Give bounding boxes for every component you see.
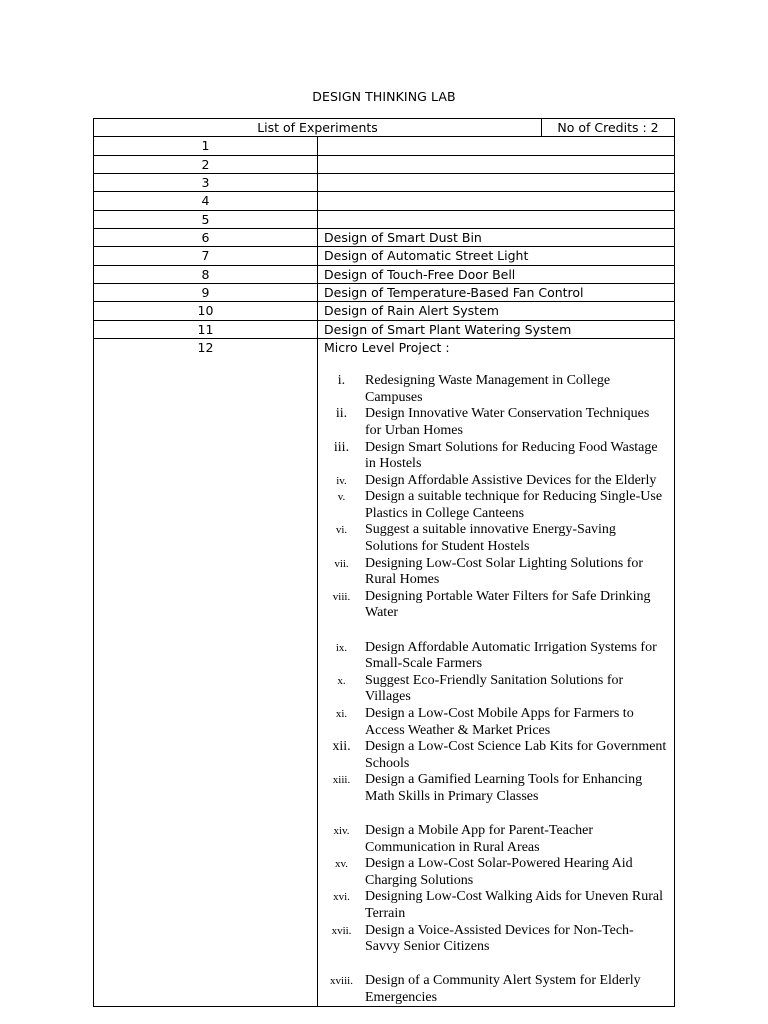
experiment-row [94, 229, 675, 247]
item-number: xiv. [333, 824, 350, 837]
item-number: xii. [332, 739, 351, 755]
item-text: Design a Low-Cost Science Lab Kits for Government Schools [365, 739, 667, 771]
experiment-row [94, 192, 675, 210]
item-text: Design a Low-Cost Mobile Apps for Farmers to Access Weather & Market Prices [365, 705, 634, 738]
experiment-number: 6 [94, 229, 318, 247]
experiment-title [318, 137, 675, 155]
item-text: Design Affordable Assistive Devices for the Elderly [365, 472, 657, 488]
item-text: Design a suitable technique for Reducing Single-Use Plastics in College Canteens [365, 489, 663, 521]
item-number: xviii. [330, 975, 353, 988]
list-of-experiments-header: List of Experiments [94, 119, 542, 137]
experiment-number: 2 [94, 155, 318, 173]
item-number: xv. [334, 858, 349, 871]
item-text: Design Innovative Water Conservation Techniques for Urban Homes [365, 406, 650, 438]
experiment-number: 4 [94, 192, 318, 210]
experiment-number: 3 [94, 174, 318, 192]
item-number: i. [337, 373, 346, 389]
item-number: x. [337, 674, 346, 687]
list-item [318, 856, 674, 889]
list-item [318, 406, 674, 439]
list-item [318, 522, 674, 555]
item-text: Design Affordable Automatic Irrigation Systems for Small-Scale Farmers [365, 639, 657, 672]
experiment-number: 12 [94, 339, 318, 1007]
item-number: ii. [335, 406, 348, 422]
item-text: Designing Portable Water Filters for Safe Drinking Water [365, 588, 651, 621]
list-item [318, 589, 674, 622]
item-text: Suggest a suitable innovative Energy-Saving Solutions for Student Hostels [365, 522, 616, 555]
micro-project-label: Micro Level Project : [324, 340, 450, 356]
table-header-row [94, 119, 675, 137]
experiment-title [318, 155, 675, 173]
experiment-row [94, 265, 675, 283]
experiment-number: 10 [94, 302, 318, 320]
list-item [318, 772, 674, 805]
list-item [318, 489, 674, 522]
item-number: v. [337, 491, 346, 504]
item-text: Design a Low-Cost Solar-Powered Hearing Aid Charging Solutions [365, 856, 633, 888]
item-number: ix. [335, 641, 348, 654]
experiment-number: 1 [94, 137, 318, 155]
experiment-number: 7 [94, 247, 318, 265]
credits-header: No of Credits : 2 [542, 119, 675, 137]
list-item [318, 706, 674, 739]
list-item [318, 823, 674, 856]
experiment-title: Design of Touch-Free Door Bell [318, 265, 675, 283]
item-number: viii. [332, 590, 351, 603]
experiment-row [94, 155, 675, 173]
experiment-number: 11 [94, 320, 318, 338]
experiments-table [93, 118, 675, 1007]
item-number: xiii. [332, 774, 351, 787]
micro-project-list [318, 373, 674, 1006]
list-item [318, 673, 674, 706]
list-item [318, 556, 674, 589]
item-number: xvii. [331, 924, 352, 937]
item-text: Design Smart Solutions for Reducing Food Wastage in Hostels [365, 439, 658, 472]
experiment-number: 8 [94, 265, 318, 283]
micro-project-row [94, 339, 675, 1007]
item-text: Suggest Eco-Friendly Sanitation Solutions for Villages [365, 672, 624, 705]
experiment-title [318, 210, 675, 228]
experiment-number: 9 [94, 284, 318, 302]
item-text: Redesigning Waste Management in College Campuses [365, 373, 611, 405]
list-item [318, 739, 674, 772]
list-item [318, 473, 674, 490]
list-item [318, 440, 674, 473]
item-number: iii. [333, 439, 350, 455]
experiment-row [94, 210, 675, 228]
experiment-title: Design of Automatic Street Light [318, 247, 675, 265]
experiment-title: Design of Smart Dust Bin [318, 229, 675, 247]
micro-project-cell [318, 339, 675, 1007]
document-title: DESIGN THINKING LAB [312, 89, 456, 104]
list-item [318, 373, 674, 406]
item-text: Designing Low-Cost Solar Lighting Solutions for Rural Homes [365, 555, 644, 588]
item-text: Design a Mobile App for Parent-Teacher Communication in Rural Areas [365, 822, 593, 855]
experiment-title: Design of Smart Plant Watering System [318, 320, 675, 338]
item-text: Design a Gamified Learning Tools for Enhancing Math Skills in Primary Classes [365, 772, 643, 804]
list-item [318, 640, 674, 673]
experiment-title: Design of Temperature-Based Fan Control [318, 284, 675, 302]
experiment-row [94, 137, 675, 155]
list-item [318, 923, 674, 956]
item-text: Design of a Community Alert System for Elderly Emergencies [365, 973, 641, 1005]
item-number: xvi. [333, 891, 350, 904]
experiment-row [94, 320, 675, 338]
list-item [318, 973, 674, 1006]
experiment-title: Design of Rain Alert System [318, 302, 675, 320]
item-number: iv. [336, 474, 347, 487]
experiment-title [318, 174, 675, 192]
item-text: Design a Voice-Assisted Devices for Non-Tech-Savvy Senior Citizens [365, 922, 634, 955]
experiment-row [94, 247, 675, 265]
experiment-row [94, 302, 675, 320]
item-text: Designing Low-Cost Walking Aids for Uneven Rural Terrain [365, 889, 664, 921]
experiment-row [94, 284, 675, 302]
item-number: vii. [334, 557, 349, 570]
experiment-row [94, 174, 675, 192]
item-number: vi. [335, 524, 348, 537]
experiment-title [318, 192, 675, 210]
list-item [318, 889, 674, 922]
item-number: xi. [335, 707, 348, 720]
experiment-number: 5 [94, 210, 318, 228]
